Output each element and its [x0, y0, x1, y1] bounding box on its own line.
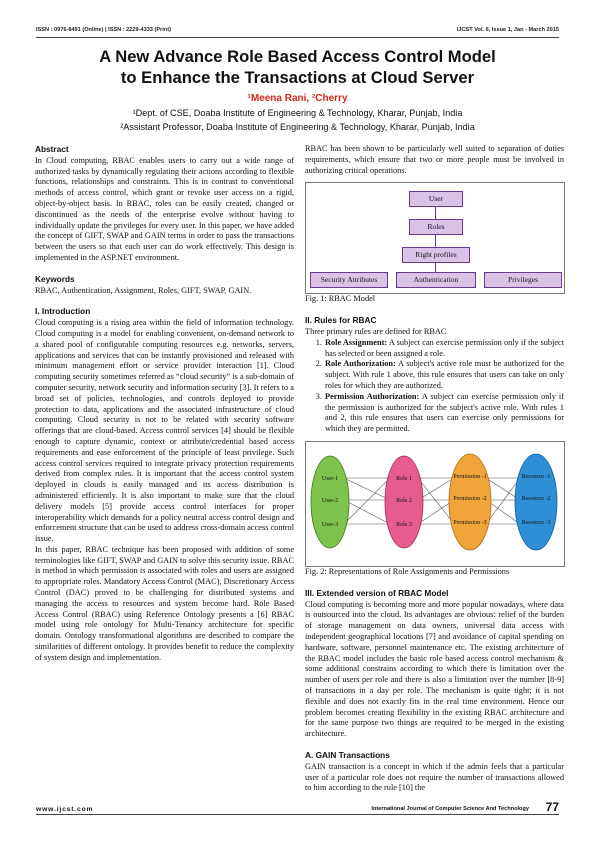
permission-2-label: Permission -2 — [453, 495, 487, 502]
rules-list — [305, 338, 564, 435]
rule-term: Role Assignment: — [325, 337, 388, 347]
rules-heading: II. Rules for RBAC — [305, 315, 377, 326]
intro-paragraph-2: In this paper, RBAC technique has been proposed with addition of some terminologies like GIFT, SWAP and GAIN to solve this security issue. RBAC is method in which permission is associated with roles and users are assigned to appropriate roles. Mandatory Access Control (MAC), Discretionary Access Control (DAC) proved to be challenging for distributed systems and managing the access to resources and system become hard. Role Based Access Control (RBAC) using Reference Ontology presents a [6] RBAC model using role ontology for Multi-Tenancy architecture for specific domain. Ontology transformational algorithms are described to compare the similarities of different ontology. It provides benefit to reduce the complexity of system design and implementation. — [35, 544, 294, 662]
arrow — [435, 207, 436, 219]
keywords-heading: Keywords — [35, 273, 75, 284]
extended-text: Cloud computing is becoming more and more popular nowadays, where data is outsourced into the cloud. Its advantages are obvious: relief of the burden of storage management on data owners, universal data access with independent geographical locations [7] and avoidance of capital spending on hardware, software, personnel maintenance etc. The existing architecture of the RBAC model includes the basic role based access control mechanism & some additional constrains according to which there is limitation over the number of users per role and there is also a limitation over the number [8-9] of transactions in a day per role. The mechanism is quite tight; it is not flexible and does not exactly fits in the real time environment. Hence our problem becomes creating flexibility in the existing RBAC architecture and for the same purpose two things are required to be merged in the existing architecture. — [305, 599, 564, 739]
authors: ¹Meena Rani, ²Cherry — [247, 93, 348, 104]
journal-url: www.ijcst.com — [36, 806, 94, 813]
user-3-label: User-3 — [321, 521, 339, 528]
affiliation-2: ²Assistant Professor, Doaba Institute of Engineering & Technology, Kharar, Punjab, India — [120, 122, 475, 132]
resource-2-label: Resource -2 — [521, 495, 551, 502]
title-line-1: A New Advance Role Based Access Control Model — [99, 47, 496, 66]
right-intro-text: RBAC has been shown to be particularly well suited to separation of duties requirements, which ensure that two or more people must be involved in authorizing critical operations. — [305, 144, 564, 175]
footer-rule — [36, 814, 559, 815]
permission-3-label: Permission -3 — [453, 519, 487, 526]
fig1-caption: Fig. 1: RBAC Model — [305, 294, 376, 304]
rule-text: A subject's active role must be authorized for the subject. With rule 1 above, this rule ensures that users can take on only roles for which they are authorized. — [325, 359, 564, 390]
rule-term: Permission Authorization: — [325, 391, 420, 401]
privileges-box: Privileges — [484, 272, 562, 288]
rule-item — [324, 359, 564, 391]
rule-item — [324, 338, 564, 360]
roles-box: Roles — [409, 219, 463, 235]
gain-heading: A. GAIN Transactions — [305, 749, 390, 760]
intro-heading: I. Introduction — [35, 306, 91, 317]
rbac-model-figure — [305, 182, 565, 294]
rule-term: Role Authorization: — [325, 359, 396, 369]
permissions-ellipse — [449, 454, 491, 550]
journal-issn: ISSN : 0976-8491 (Online) | ISSN : 2229-4333 (Print) — [36, 27, 171, 33]
abstract-text: In Cloud computing, RBAC enables users to carry out a wide range of authorized tasks by dynamically regulating their actions according to flexible functions, relationships and constraints. This is in contrast to conventional methods of access control, which grant or revoke user access on a rigid, object-by-object basis. In RBAC, roles can be easily created, changed or discontinued as the needs of the enterprise evolve without having to individually update the privileges for every user. In this paper, we have added the concept of GIFT, SWAP and GAIN terms in order to pass the transactions between the users so that each user can do work effectively. This design is implemented in the ASP.NET environment. — [35, 155, 294, 262]
role-assignment-diagram — [306, 442, 564, 566]
rule-item — [324, 392, 564, 435]
role-assignment-figure — [305, 441, 565, 567]
authentication-box: Authentication — [396, 272, 476, 288]
resources-ellipse — [515, 454, 557, 550]
resource-3-label: Resource -3 — [521, 519, 551, 526]
rule-text: A subject can exercise permission only if the subject has selected or been assigned a role. — [325, 337, 565, 358]
user-1-label: User-1 — [321, 475, 339, 482]
role-3-label: Role 3 — [396, 521, 412, 528]
intro-paragraph-1: Cloud computing is a rising area within the field of information technology. Cloud computing is a model for enabling convenient, on-demand network to a shared pool of configurable computing resources e.g. networks, servers, applications and services that can be instantly provisioned and released with minimum management effort or service provider interaction [1]. Cloud computing security sometimes referred as “cloud security” is a sub-domain of computer security, network security and information security [3]. It refers to a broad set of policies, technologies, and controls deployed to provide protection to data, applications and the associated infrastructure of cloud computing. Cloud security is not to be related with security software offerings that are cloud-based. Access control services [4] should be flexible enough to capture dynamic, context or attribute/credential based access requirements and ease enforcement of the principle of least privilege. Such access control services required to integrate privacy protection requirements derived from complex rules. It is important that the access control system deployed in clouds is easily managed and its access distribution is administered efficiently. It is also important to make sure that the cloud delivery models [5] provide access control interfaces for proper interoperability which demands for a policy neutral access control design and enforcement structure that can be used to address cross-domain access control issue. — [35, 318, 294, 544]
gain-text: GAIN transaction is a concept in which if the admin feels that a particular user of a particular role does not require the number of transactions allowed to him according to the rule [10] the — [305, 761, 564, 793]
user-2-label: User-2 — [321, 497, 339, 504]
arrow — [435, 235, 436, 247]
keywords-text: RBAC, Authentication, Assignment, Roles, GIFT, SWAP, GAIN. — [35, 285, 252, 295]
extended-heading: III. Extended version of RBAC Model — [305, 587, 449, 598]
left-column — [35, 144, 294, 664]
permission-1-label: Permission -1 — [453, 473, 487, 480]
title-line-2: to Enhance the Transactions at Cloud Server — [120, 68, 475, 87]
right-column — [305, 144, 564, 794]
rule-text: A subject can exercise permission only if the permission is authorized for the subject's active role. With rules 1 and 2, this rule ensures that users can exercise only permissions for which they are permitted. — [325, 391, 564, 434]
page-number: 77 — [545, 800, 559, 814]
resource-1-label: Resource -1 — [521, 473, 551, 480]
arrow — [435, 263, 436, 272]
journal-name: International Journal of Computer Science And Technology — [371, 806, 529, 812]
header-rule — [36, 37, 559, 38]
journal-volume: IJCST Vol. 6, Issue 1, Jan - March 2015 — [456, 27, 559, 33]
role-2-label: Role 2 — [396, 497, 412, 504]
affiliation-1: ¹Dept. of CSE, Doaba Institute of Engineering & Technology, Kharar, Punjab, India — [132, 108, 463, 118]
role-1-label: Role 1 — [396, 475, 412, 482]
user-box: User — [409, 191, 463, 207]
rules-intro: Three primary rules are defined for RBAC — [305, 326, 447, 336]
paper-title — [36, 46, 559, 88]
security-attributes-box: Security Attributes — [310, 272, 388, 288]
right-profiles-box: Right profiles — [402, 247, 470, 263]
abstract-heading: Abstract — [35, 144, 69, 154]
fig2-caption: Fig. 2: Representations of Role Assignments and Permissions — [305, 566, 510, 576]
